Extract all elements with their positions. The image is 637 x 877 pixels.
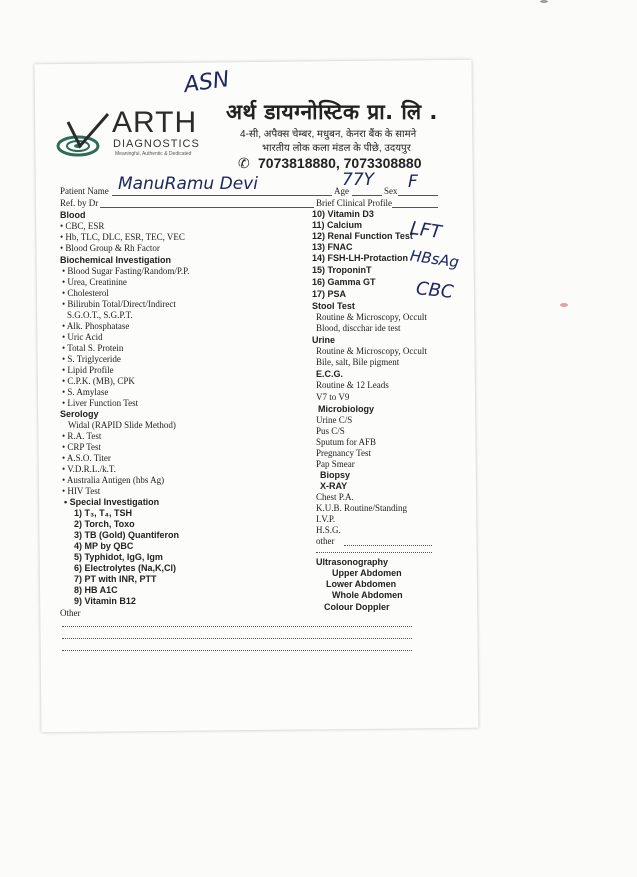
company-title: अर्थ डायग्नोस्टिक प्रा. लि . [226,100,438,124]
phone-numbers: 7073818880, 7073308880 [258,155,422,171]
list-item: • V.D.R.L./k.T. [62,464,116,474]
address-line-1: 4-सी, अपैक्स चेम्बर, मधुबन, केनरा बैंक के सामने [240,129,417,140]
list-item: • Blood Sugar Fasting/Random/P.P. [62,266,190,276]
list-item: Routine & 12 Leads [316,380,389,390]
address-line-2: भारतीय लोक कला मंडल के पीछे, उदयपुर [262,143,411,154]
list-item: • Cholesterol [62,288,109,298]
blood-heading: Blood [60,210,86,220]
list-item: Pregnancy Test [316,448,371,458]
list-item: 9) Vitamin B12 [74,596,136,606]
list-item: • CBC, ESR [60,221,105,231]
dotted-line [316,552,432,553]
handwritten-note-hbsag: HBsAg [408,246,461,272]
patient-name-label: Patient Name [60,186,109,196]
list-item: 3) TB (Gold) Quantiferon [74,530,179,540]
biopsy-heading: Biopsy [320,470,351,480]
dotted-line [62,650,412,651]
list-item: 17) PSA [312,289,347,299]
list-item: Colour Doppler [324,602,390,612]
list-item: Sputum for AFB [316,437,377,447]
list-item: Chest P.A. [316,492,354,502]
list-item: H.S.G. [316,525,341,535]
list-item: • C.P.K. (MB), CPK [62,376,135,386]
list-item: other [316,536,335,546]
stain-mark [540,0,548,3]
list-item: • Liver Function Test [62,398,139,408]
list-item: • R.A. Test [62,431,102,441]
list-item: 11) Calcium [312,220,363,230]
age-label: Age [334,186,349,196]
list-item: 1) T₃, T₄, TSH [74,508,132,518]
dotted-line [344,545,432,546]
list-item: • Total S. Protein [62,343,124,353]
special-heading: • Special Investigation [64,497,160,507]
list-item: S.G.O.T., S.G.P.T. [67,310,133,320]
patient-name-line [112,195,332,196]
serology-heading: Serology [60,409,99,419]
clinical-profile-label: Brief Clinical Profile [316,198,392,208]
sex-label: Sex [384,186,398,196]
sex-line [398,195,438,196]
logo-sub: DIAGNOSTICS [113,138,200,150]
list-item: K.U.B. Routine/Standing [316,503,408,513]
list-item: • Alk. Phosphatase [62,321,130,331]
microbiology-heading: Microbiology [318,404,374,414]
list-item: 13) FNAC [312,242,353,252]
logo-word: ARTH [112,106,198,139]
dotted-line [62,638,412,639]
stool-heading: Stool Test [312,301,355,311]
handwritten-initials: ASN [182,66,232,99]
handwritten-note-lft: LFT [408,217,443,244]
list-item: • Lipid Profile [62,365,114,375]
list-item: 10) Vitamin D3 [312,209,374,219]
list-item: • Urea, Creatinine [62,277,127,287]
arth-logo-icon [56,112,112,162]
list-item: 5) Typhidot, IgG, Igm [74,552,163,562]
urine-heading: Urine [312,335,336,345]
stain-mark [560,303,568,307]
list-item: • Australia Antigen (hbs Ag) [62,475,165,485]
list-item: 16) Gamma GT [312,277,376,287]
list-item: 8) HB A1C [74,585,118,595]
phone-icon: ✆ [238,156,250,172]
dotted-line [62,626,412,627]
list-item: V7 to V9 [316,392,350,402]
list-item: • Blood Group & Rh Factor [60,243,160,253]
list-item: • HIV Test [62,486,101,496]
ref-line [100,207,314,208]
list-item: 4) MP by QBC [74,541,134,551]
list-item: I.V.P. [316,514,336,524]
list-item: 12) Renal Function Test [312,231,413,241]
biochem-heading: Biochemical Investigation [60,255,172,265]
patient-name-value: ManuRamu Devi [118,174,258,194]
list-item: 7) PT with INR, PTT [74,574,157,584]
list-item: • Hb, TLC, DLC, ESR, TEC, VEC [60,232,185,242]
list-item: Blood, discchar ide test [316,323,401,333]
list-item: Lower Abdomen [326,579,397,589]
list-item: • S. Triglyceride [62,354,121,364]
list-item: Pus C/S [316,426,345,436]
list-item: Whole Abdomen [332,590,403,600]
list-item: Widal (RAPID Slide Method) [68,420,176,430]
list-item: • A.S.O. Titer [62,453,111,463]
list-item: • S. Amylase [62,387,109,397]
list-item: Upper Abdomen [332,568,402,578]
usg-heading: Ultrasonography [316,557,389,567]
other-label: Other [60,608,81,618]
list-item: Pap Smear [316,459,355,469]
list-item: • CRP Test [62,442,102,452]
ref-label: Ref. by Dr [60,198,99,208]
age-value: 77Y [342,170,375,190]
profile-line [392,207,438,208]
logo-tagline: Meaningful, Authentic & Dedicated [115,151,192,157]
list-item: Routine & Microscopy, Occult [316,346,427,356]
ecg-heading: E.C.G. [316,369,344,379]
sex-value: F [408,172,418,192]
handwritten-note-cbc: CBC [415,278,455,303]
list-item: Bile, salt, Bile pigment [316,357,400,367]
list-item: 2) Torch, Toxo [74,519,135,529]
list-item: 15) TroponinT [312,265,372,275]
list-item: Routine & Microscopy, Occult [316,312,427,322]
age-line [352,195,382,196]
list-item: 14) FSH-LH-Protaction [312,253,409,263]
xray-heading: X-RAY [320,481,348,491]
list-item: Urine C/S [316,415,353,425]
list-item: • Uric Acid [62,332,103,342]
list-item: 6) Electrolytes (Na,K,Cl) [74,563,177,573]
list-item: • Bilirubin Total/Direct/Indirect [62,299,176,309]
